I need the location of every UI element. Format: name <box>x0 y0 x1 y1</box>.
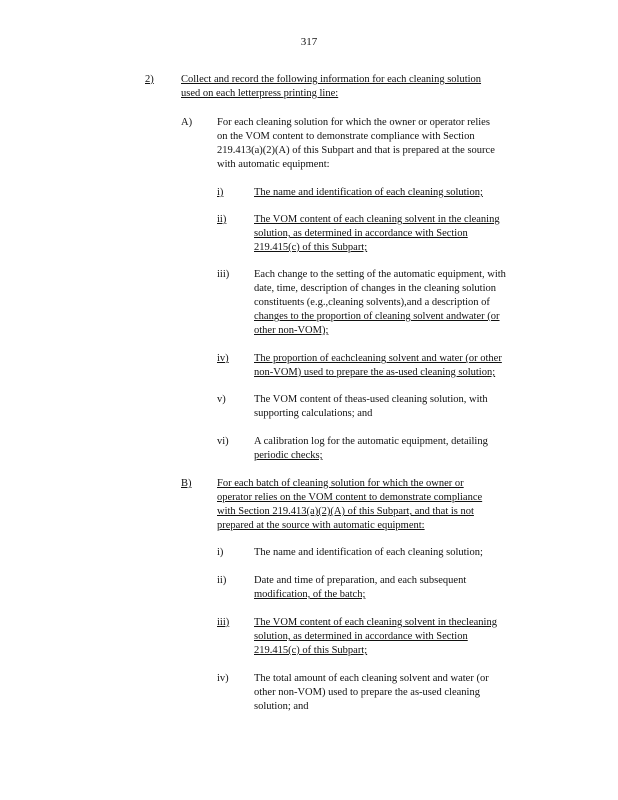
item-2-line-2: used on each letterpress printing line: <box>181 88 339 99</box>
item-A-vi-label: vi) <box>217 436 229 447</box>
item-B-line-2: operator relies on the VOM content to demonstrate compliance <box>217 492 483 503</box>
item-A-line-3: 219.413(a)(2)(A) of this Subpart and that is prepared at the source <box>217 145 495 156</box>
item-B-iii-line-2: solution, as determined in accordance with Section <box>254 631 468 642</box>
item-A-ii-line-3: 219.415(c) of this Subpart; <box>254 242 368 253</box>
item-A-ii-line-2: solution, as determined in accordance with Section <box>254 228 468 239</box>
item-2-label: 2) <box>145 74 154 85</box>
item-A-i-label: i) <box>217 187 224 198</box>
item-A-ii-label: ii) <box>217 214 227 225</box>
item-B-label: B) <box>181 478 192 489</box>
item-B-iii-label: iii) <box>217 617 230 628</box>
item-A-iii-line-1: Each change to the setting of the automatic equipment, with <box>254 269 506 280</box>
item-B-iv-line-2: other non-VOM) used to prepare the as-used cleaning <box>254 687 480 698</box>
item-A-iii-line-3: constituents (e.g.,cleaning solvents),and a description of <box>254 297 490 308</box>
item-B-ii-line-2: modification, of the batch; <box>254 589 366 600</box>
item-B-iv-line-3: solution; and <box>254 701 309 712</box>
item-B-i-line-1: The name and identification of each cleaning solution; <box>254 547 483 558</box>
item-A-i-line-1: The name and identification of each cleaning solution; <box>254 187 483 198</box>
item-B-iii-line-1: The VOM content of each cleaning solvent in thecleaning <box>254 617 497 628</box>
item-2-line-1: Collect and record the following information for each cleaning solution <box>181 74 482 85</box>
item-A-iv-line-2: non-VOM) used to prepare the as-used cleaning solution; <box>254 367 496 378</box>
item-A-line-2: on the VOM content to demonstrate compliance with Section <box>217 131 475 142</box>
item-A-ii-line-1: The VOM content of each cleaning solvent in the cleaning <box>254 214 500 225</box>
item-B-ii-label: ii) <box>217 575 227 586</box>
item-A-v-line-1: The VOM content of theas-used cleaning solution, with <box>254 394 488 405</box>
item-B-ii-line-1: Date and time of preparation, and each subsequent <box>254 575 467 586</box>
item-A-iii-label: iii) <box>217 269 230 280</box>
item-A-iii-line-2: date, time, description of changes in the cleaning solution <box>254 283 497 294</box>
item-A-iv-line-1: The proportion of eachcleaning solvent and water (or other <box>254 353 502 364</box>
item-A-label: A) <box>181 117 193 128</box>
item-A-line-4: with automatic equipment: <box>217 159 330 170</box>
item-A-iii-line-5: other non-VOM); <box>254 325 329 336</box>
item-B-iv-label: iv) <box>217 673 229 684</box>
item-A-iii-line-4: changes to the proportion of cleaning solvent andwater (or <box>254 311 500 322</box>
item-A-vi-line-2: periodic checks; <box>254 450 323 461</box>
page-number: 317 <box>300 36 318 48</box>
item-B-iii-line-3: 219.415(c) of this Subpart; <box>254 645 368 656</box>
item-A-v-line-2: supporting calculations; and <box>254 408 373 419</box>
item-A-v-label: v) <box>217 394 226 405</box>
item-B-line-1: For each batch of cleaning solution for which the owner or <box>217 478 464 489</box>
item-B-line-3: with Section 219.413(a)(2)(A) of this Subpart, and that is not <box>217 506 474 517</box>
item-B-iv-line-1: The total amount of each cleaning solvent and water (or <box>254 673 489 684</box>
item-A-vi-line-1: A calibration log for the automatic equipment, detailing <box>254 436 488 447</box>
item-B-line-4: prepared at the source with automatic equipment: <box>217 520 425 531</box>
item-A-iv-label: iv) <box>217 353 229 364</box>
item-A-line-1: For each cleaning solution for which the owner or operator relies <box>217 117 490 128</box>
item-B-i-label: i) <box>217 547 224 558</box>
